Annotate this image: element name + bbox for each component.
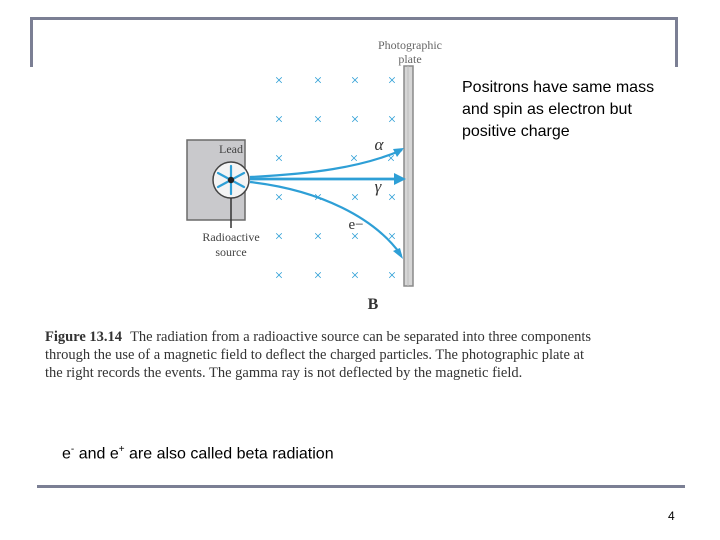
source-label-line2: source (215, 245, 247, 259)
field-label: B (367, 296, 379, 313)
plate-label-line2: plate (398, 52, 422, 66)
field-x-mark: × (387, 190, 397, 206)
field-x-mark: × (313, 268, 323, 284)
alpha-ray (250, 150, 402, 177)
electron-arrowhead (393, 248, 403, 259)
bottom-text-suffix: are also called beta radiation (124, 445, 334, 463)
beta-radiation-text (62, 444, 334, 463)
field-x-mark: × (387, 73, 397, 89)
field-x-mark: × (274, 151, 284, 167)
field-x-mark: × (387, 229, 397, 245)
field-x-mark: × (274, 112, 284, 128)
plate-label-line1: Photographic (378, 38, 442, 52)
field-x-mark: × (350, 73, 360, 89)
positron-note: Positrons have same mass and spin as electron but positive charge (462, 79, 655, 140)
alpha-label: α (374, 135, 384, 154)
bottom-text-middle: and e (74, 445, 119, 463)
gamma-label: γ (374, 177, 382, 196)
figure-caption (45, 328, 605, 382)
source-label-line1: Radioactive (202, 230, 260, 244)
field-x-mark: × (387, 268, 397, 284)
field-x-mark: × (274, 229, 284, 245)
bottom-text-prefix: e (62, 445, 71, 463)
field-x-mark: × (274, 73, 284, 89)
caption-figure-label: Figure 13.14 (45, 329, 123, 345)
minus-superscript: - (70, 444, 75, 455)
field-x-mark: × (350, 190, 360, 206)
page-number: 4 (668, 509, 675, 523)
field-x-mark: × (350, 268, 360, 284)
field-x-mark: × (313, 112, 323, 128)
plus-superscript: + (118, 444, 125, 455)
bottom-rule (37, 485, 685, 488)
field-x-mark: × (313, 229, 323, 245)
caption-text: The radiation from a radioactive source can be separated into three components through the use of a magnetic field to deflect the charged particles. The photographic plate at the right records the events. The gamma ray is not deflected by the magnetic field. (45, 329, 592, 381)
field-x-mark: × (274, 268, 284, 284)
field-x-mark: × (313, 73, 323, 89)
field-x-mark: × (350, 112, 360, 128)
field-x-mark: × (349, 151, 359, 167)
field-x-mark: × (274, 190, 284, 206)
lead-label: Lead (219, 142, 243, 156)
field-x-mark: × (313, 190, 323, 206)
field-x-mark: × (386, 151, 396, 167)
field-x-mark: × (387, 112, 397, 128)
electron-label: e− (348, 217, 364, 233)
field-x-mark: × (350, 229, 360, 245)
